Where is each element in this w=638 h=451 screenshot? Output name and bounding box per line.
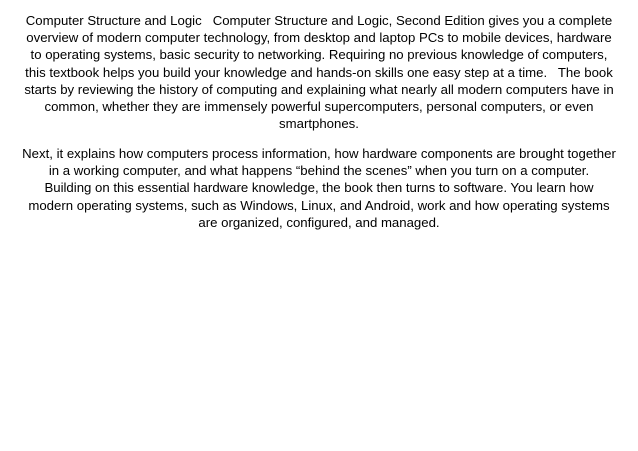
description-paragraph-2: Next, it explains how computers process information, how hardware components are brought together in a working computer, and what happens “behind the scenes” when you turn on a computer. Building on this essential hardware knowledge, the book then turns to software. You learn how modern operating systems, such as Windows, Linux, and Android, work and how operating systems are organized, configured, and managed. — [22, 146, 620, 230]
description-paragraph-1: Computer Structure and Logic Computer Structure and Logic, Second Edition gives you a complete overview of modern computer technology, from desktop and laptop PCs to mobile devices, hardware to operating systems, basic security to networking. Requiring no previous knowledge of computers, this textbook helps you build your knowledge and hands-on skills one easy step at a time. The book starts by reviewing the history of computing and explaining what nearly all modern computers have in common, whether they are immensely powerful supercomputers, personal computers, or even smartphones. — [24, 13, 618, 132]
